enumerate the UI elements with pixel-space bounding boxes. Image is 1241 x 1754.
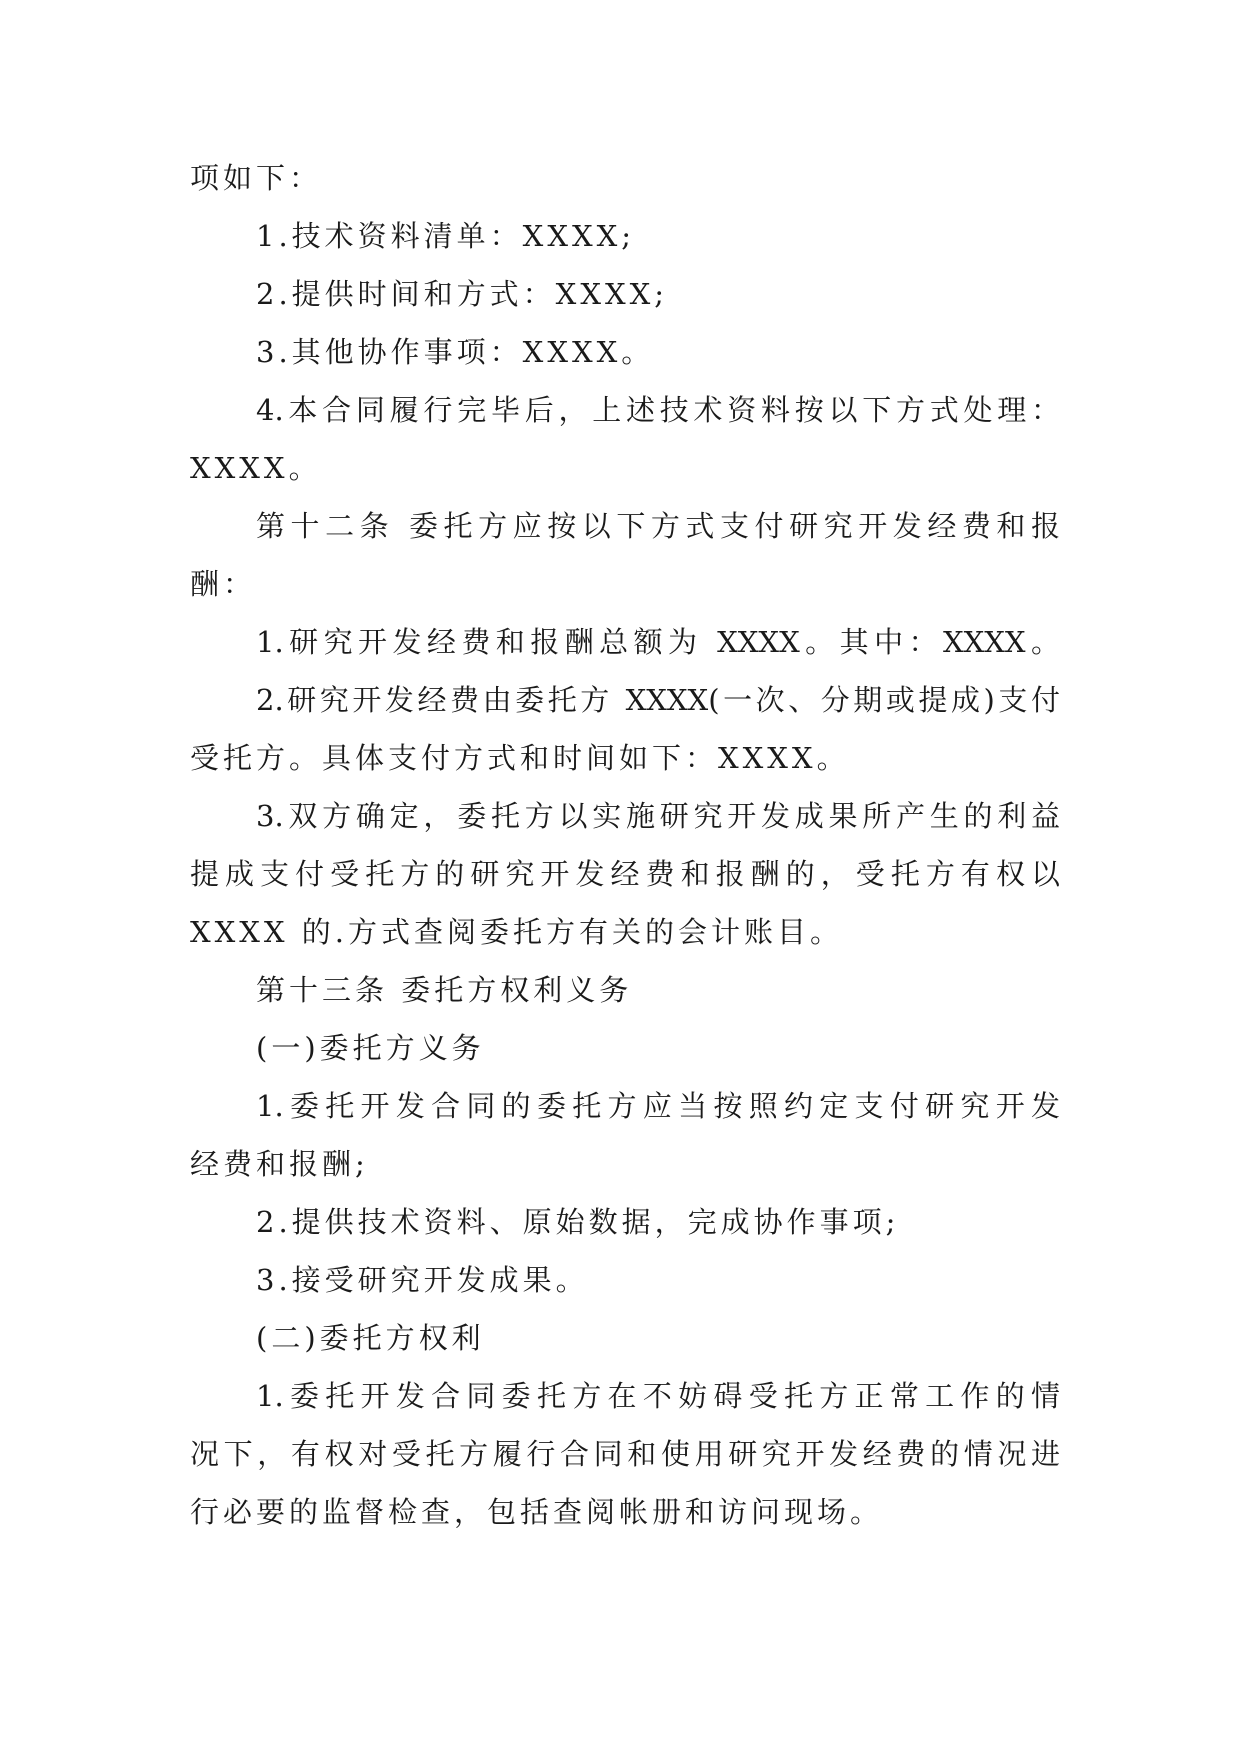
text-line: 第十二条 委托方应按以下方式支付研究开发经费和报 bbox=[256, 509, 1060, 543]
text-line: XXXX。 bbox=[190, 451, 322, 485]
text-line: 1.委托开发合同的委托方应当按照约定支付研究开发 bbox=[256, 1089, 1060, 1123]
text-line: 经费和报酬; bbox=[190, 1147, 369, 1181]
text-line: 1.研究开发经费和报酬总额为 XXXX。其中：XXXX。 bbox=[256, 625, 1060, 659]
text-line: 3.接受研究开发成果。 bbox=[256, 1263, 589, 1297]
text-line: 1.技术资料清单：XXXX; bbox=[256, 219, 636, 253]
text-line: 3.其他协作事项：XXXX。 bbox=[256, 335, 655, 369]
text-line: 2.提供技术资料、原始数据，完成协作事项; bbox=[256, 1205, 900, 1239]
text-line: XXXX 的.方式查阅委托方有关的会计账目。 bbox=[190, 915, 844, 949]
text-line: 行必要的监督检查，包括查阅帐册和访问现场。 bbox=[190, 1495, 884, 1529]
text-line: 况下，有权对受托方履行合同和使用研究开发经费的情况进 bbox=[190, 1437, 1060, 1471]
text-line: (二)委托方权利 bbox=[256, 1321, 485, 1355]
text-line: 2.研究开发经费由委托方 XXXX(一次、分期或提成)支付 bbox=[256, 683, 1060, 717]
text-line: (一)委托方义务 bbox=[256, 1031, 485, 1065]
text-line: 1.委托开发合同委托方在不妨碍受托方正常工作的情 bbox=[256, 1379, 1060, 1413]
text-line: 3.双方确定，委托方以实施研究开发成果所产生的利益 bbox=[256, 799, 1060, 833]
text-line: 项如下： bbox=[190, 161, 323, 195]
text-line: 提成支付受托方的研究开发经费和报酬的，受托方有权以 bbox=[190, 857, 1060, 891]
text-line: 受托方。具体支付方式和时间如下：XXXX。 bbox=[190, 741, 850, 775]
text-line: 4.本合同履行完毕后，上述技术资料按以下方式处理： bbox=[256, 393, 1060, 427]
text-line: 第十三条 委托方权利义务 bbox=[256, 973, 633, 1007]
text-line: 酬： bbox=[190, 567, 257, 601]
text-line: 2.提供时间和方式：XXXX; bbox=[256, 277, 669, 311]
